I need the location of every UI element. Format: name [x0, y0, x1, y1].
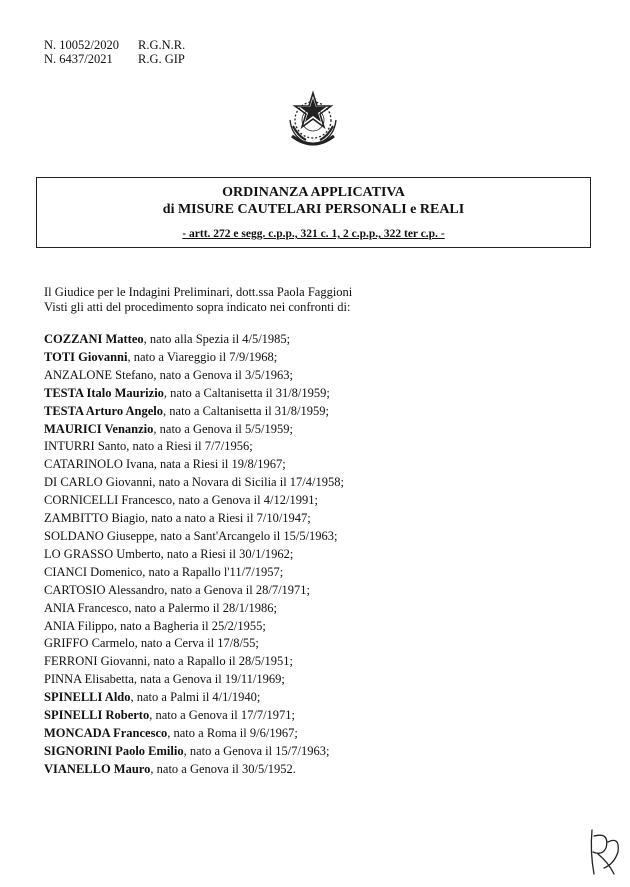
defendant-name: SIGNORINI Paolo Emilio [44, 743, 184, 758]
defendant-name: VIANELLO Mauro [44, 761, 151, 776]
defendant-entry [44, 403, 344, 421]
document-title-box [36, 177, 591, 248]
defendant-name: TOTI Giovanni [44, 349, 128, 364]
defendant-birth-details: , nato alla Spezia il 4/5/1985; [143, 332, 291, 346]
defendant-name: DI CARLO Giovanni [44, 475, 153, 490]
defendant-entry [44, 510, 344, 528]
defendant-name: TESTA Arturo Angelo [44, 403, 164, 418]
defendant-birth-details: , nato a Caltanisetta il 31/8/1959; [163, 403, 329, 418]
defendant-name: ZAMBITTO Biagio [44, 511, 145, 526]
defendant-name: FERRONI Giovanni [44, 654, 148, 669]
defendant-name: GRIFFO Carmelo [44, 636, 135, 651]
defendant-entry [44, 456, 344, 474]
defendant-birth-details: , nato a Rapallo l'11/7/1957; [142, 564, 284, 579]
defendant-birth-details: , nato a Genova il 28/7/1971; [164, 582, 311, 597]
defendant-name: INTURRI Santo [44, 439, 127, 454]
defendant-name: SPINELLI Roberto [44, 708, 150, 723]
defendant-birth-details: , nato a Bagheria il 25/2/1955; [113, 618, 266, 633]
document-title: ORDINANZA APPLICATIVA [222, 185, 405, 200]
defendant-entry [44, 546, 344, 564]
defendant-name: PINNA Elisabetta [44, 672, 134, 687]
defendants-list [44, 331, 344, 779]
defendant-birth-details: , nato a Palmi il 4/1/1940; [130, 690, 261, 705]
defendant-entry [44, 618, 344, 636]
defendant-birth-details: , nato a Cerva il 17/8/55; [134, 636, 259, 651]
defendant-entry [44, 528, 344, 546]
defendant-birth-details: , nato a Palermo il 28/1/1986; [128, 600, 277, 615]
defendant-name: SOLDANO Giuseppe [44, 528, 155, 543]
defendant-entry [44, 707, 344, 725]
defendant-entry [44, 331, 344, 349]
defendant-birth-details: , nato a Riesi il 30/1/1962; [160, 546, 294, 561]
defendant-name: COZZANI Matteo [44, 332, 144, 346]
defendant-birth-details: , nato a Rapallo il 28/5/1951; [147, 654, 293, 669]
defendant-entry [44, 367, 344, 385]
defendant-entry [44, 635, 344, 653]
defendant-birth-details: , nata a Riesi il 19/8/1967; [153, 457, 286, 472]
defendant-birth-details: , nato a Sant'Arcangelo il 15/5/1963; [154, 528, 338, 543]
defendant-name: MONCADA Francesco [44, 725, 168, 740]
defendant-birth-details: , nato a Genova il 15/7/1963; [183, 743, 330, 758]
defendant-entry [44, 600, 344, 618]
defendant-birth-details: , nato a Genova il 30/5/1952. [150, 761, 296, 776]
defendant-entry [44, 653, 344, 671]
defendant-name: LO GRASSO Umberto [44, 546, 161, 561]
defendant-birth-details: , nato a Genova il 4/12/1991; [172, 493, 318, 508]
defendant-birth-details: , nato a Caltanisetta il 31/8/1959; [163, 385, 330, 400]
italian-republic-emblem-icon [280, 86, 346, 152]
defendant-name: ANIA Francesco [44, 600, 129, 615]
case-ref-gip [44, 52, 185, 66]
defendant-birth-details: , nato a Riesi il 7/7/1956; [126, 439, 253, 454]
defendant-entry [44, 689, 344, 707]
defendant-birth-details: , nato a Roma il 9/6/1967; [167, 725, 298, 740]
defendant-entry [44, 385, 344, 403]
case-number: N. 10052/2020 [44, 38, 119, 52]
defendant-birth-details: , nato a Novara di Sicilia il 17/4/1958; [152, 475, 344, 490]
case-number: N. 6437/2021 [44, 52, 113, 66]
defendant-entry [44, 582, 344, 600]
register-label: R.G. GIP [138, 52, 185, 66]
legal-articles: - artt. 272 e segg. c.p.p., 321 c. 1, 2 c.p.p., 322 ter c.p. - [182, 228, 445, 240]
defendant-entry [44, 671, 344, 689]
defendant-entry [44, 349, 344, 367]
defendant-birth-details: , nato a Genova il 3/5/1963; [153, 367, 293, 382]
defendant-name: SPINELLI Aldo [44, 690, 131, 705]
intro-paragraph [44, 285, 352, 315]
defendant-name: TESTA Italo Maurizio [44, 385, 164, 400]
proceeding-line: Visti gli atti del procedimento sopra indicato nei confronti di: [44, 300, 351, 314]
defendant-entry [44, 474, 344, 492]
defendant-name: CATARINOLO Ivana [44, 457, 154, 472]
register-label: R.G.N.R. [138, 38, 186, 52]
defendant-name: ANIA Filippo [44, 618, 114, 633]
defendant-birth-details: , nato a Viareggio il 7/9/1968; [127, 349, 278, 364]
defendant-entry [44, 492, 344, 510]
defendant-birth-details: , nato a Genova il 17/7/1971; [149, 708, 296, 723]
document-subtitle: di MISURE CAUTELARI PERSONALI e REALI [162, 202, 465, 217]
defendant-entry [44, 421, 344, 439]
defendant-name: CORNICELLI Francesco [44, 493, 173, 508]
defendant-entry [44, 761, 344, 779]
defendant-birth-details: , nato a Genova il 5/5/1959; [153, 421, 293, 436]
defendant-name: ANZALONE Stefano [44, 367, 154, 382]
defendant-birth-details: , nato a nato a Riesi il 7/10/1947; [144, 511, 311, 526]
defendant-entry [44, 725, 344, 743]
defendant-entry [44, 438, 344, 456]
defendant-name: CIANCI Domenico [44, 564, 143, 579]
case-ref-rgnr [44, 38, 185, 52]
defendant-birth-details: , nata a Genova il 19/11/1969; [133, 672, 285, 687]
judge-line: Il Giudice per le Indagini Preliminari, dott.ssa Paola Faggioni [44, 285, 353, 299]
case-references [44, 38, 185, 66]
defendant-name: MAURICI Venanzio [44, 421, 154, 436]
defendant-entry [44, 564, 344, 582]
defendant-entry [44, 743, 344, 761]
defendant-name: CARTOSIO Alessandro [44, 582, 165, 597]
handwritten-initials-icon [584, 822, 626, 882]
